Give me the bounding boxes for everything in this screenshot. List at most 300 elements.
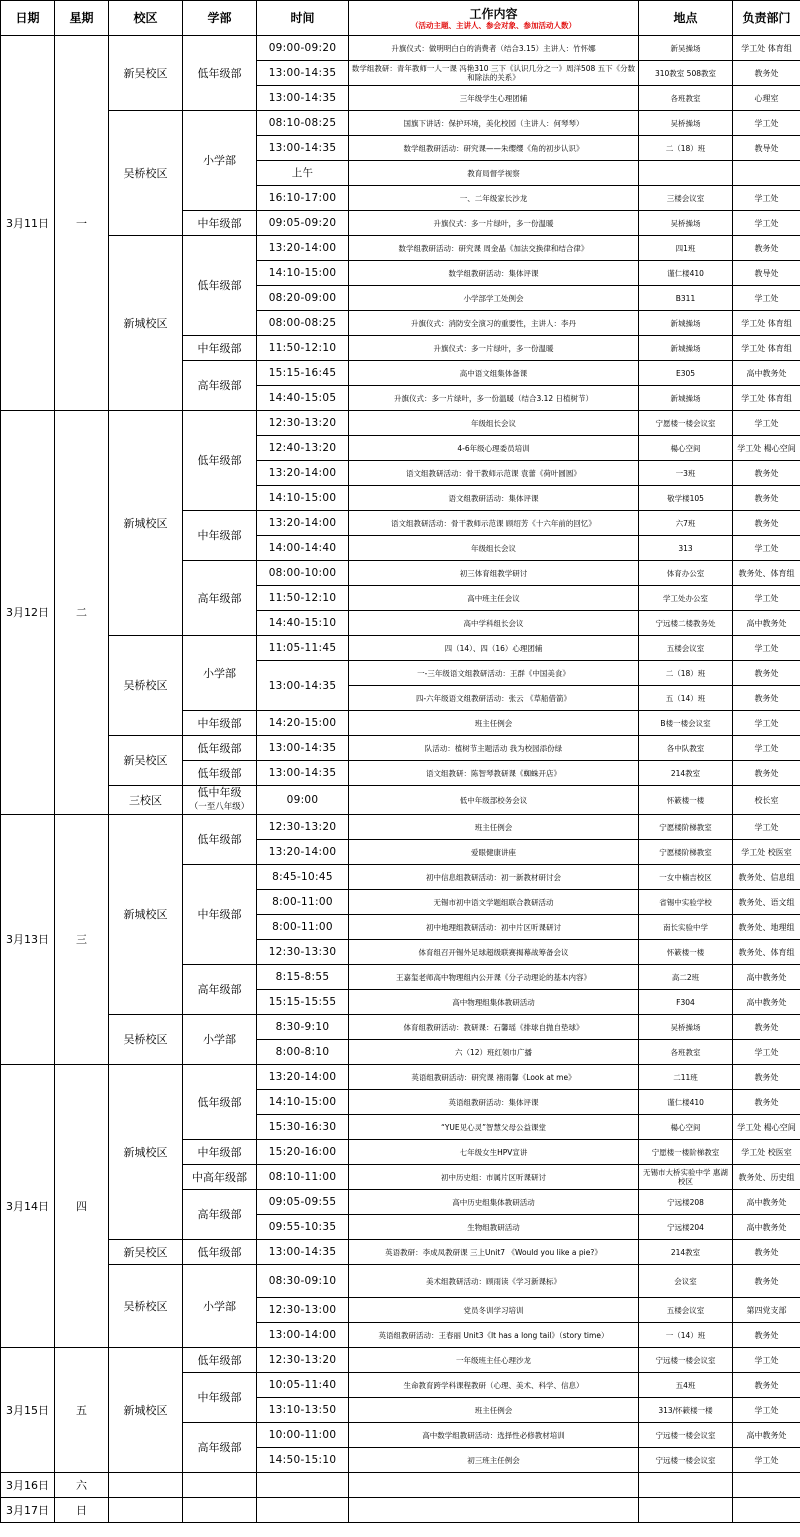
time-cell: 14:40-15:05 [257, 386, 349, 411]
time-cell: 12:30-13:20 [257, 815, 349, 840]
unit-cell: 教务处 [733, 511, 800, 536]
dept-cell [183, 636, 257, 711]
table-row [1, 736, 800, 761]
campus-cell: 新吴校区 [109, 36, 183, 111]
time-cell: 13:20-14:00 [257, 1065, 349, 1090]
weekday-cell: 二 [55, 411, 109, 815]
content-cell: 数学组教研活动：研究课 周金晶《加法交换律和结合律》 [349, 236, 639, 261]
time-cell: 13:00-14:35 [257, 761, 349, 786]
content-cell: 体育组召开锡外足球超级联赛揭幕战筹备会议 [349, 940, 639, 965]
content-cell: 七年级女生HPV宣讲 [349, 1140, 639, 1165]
dept-cell [183, 736, 257, 761]
dept-name: 中年级部 [197, 341, 242, 355]
dept-cell [183, 1165, 257, 1190]
dept-name: 中年级部 [197, 908, 242, 921]
dept-name: 中高年级部 [192, 1170, 247, 1184]
location-cell: 怀簌楼一楼 [639, 786, 733, 815]
dept-grade-range: （一至八年级） [189, 802, 250, 812]
content-cell: 党员冬训学习培训 [349, 1298, 639, 1323]
content-cell: 英语组教研活动：王春丽 Unit3《It has a long tail》（story time） [349, 1323, 639, 1348]
date-cell: 3月14日 [1, 1065, 55, 1348]
location-cell: 五（14）班 [639, 686, 733, 711]
dept-cell [183, 815, 257, 865]
content-cell: 队活动：植树节主题活动 我为校园添份绿 [349, 736, 639, 761]
content-cell: 升旗仪式：多一片绿叶，多一份温暖 [349, 336, 639, 361]
location-cell: 无锡市大桥实验中学 惠湖校区 [639, 1165, 733, 1190]
dept-name: 小学部 [203, 666, 236, 680]
content-cell: 六（12）班红领巾广播 [349, 1040, 639, 1065]
date-cell: 3月13日 [1, 815, 55, 1065]
dept-name: 高年级部 [197, 1208, 242, 1221]
header-content-title: 工作内容 [469, 6, 518, 21]
unit-cell: 教务处、信息组 [733, 865, 800, 890]
time-cell: 12:30-13:30 [257, 940, 349, 965]
dept-name: 中年级部 [197, 716, 242, 730]
empty-cell [183, 1498, 257, 1523]
unit-cell: 学工处 体育组 [733, 336, 800, 361]
dept-cell [183, 1423, 257, 1473]
content-cell: 小学部学工处例会 [349, 286, 639, 311]
weekday-cell: 三 [55, 815, 109, 1065]
unit-cell: 学工处 [733, 1398, 800, 1423]
time-cell: 09:55-10:35 [257, 1215, 349, 1240]
content-cell: 美术组教研活动：顾雨读《学习新课标》 [349, 1265, 639, 1298]
content-cell: 生命教育跨学科课程教研（心理、美术、科学、信息） [349, 1373, 639, 1398]
time-cell: 8:00-8:10 [257, 1040, 349, 1065]
time-cell: 10:00-11:00 [257, 1423, 349, 1448]
dept-cell [183, 1065, 257, 1140]
time-cell: 12:30-13:00 [257, 1298, 349, 1323]
dept-cell [183, 511, 257, 561]
table-row [1, 786, 800, 815]
dept-cell [183, 36, 257, 111]
unit-cell: 教务处 [733, 1065, 800, 1090]
location-cell: 吴桥操场 [639, 111, 733, 136]
time-cell: 09:00 [257, 786, 349, 815]
time-cell: 13:00-14:35 [257, 736, 349, 761]
unit-cell: 教务处 [733, 61, 800, 86]
table-row [1, 36, 800, 61]
empty-cell [639, 1498, 733, 1523]
unit-cell: 教导处 [733, 136, 800, 161]
location-cell: B311 [639, 286, 733, 311]
content-cell: 无锡市初中语文学题组联合教研活动 [349, 890, 639, 915]
location-cell: 新城操场 [639, 386, 733, 411]
dept-name: 中年级部 [197, 216, 242, 230]
time-cell: 12:30-13:20 [257, 411, 349, 436]
unit-cell: 学工处 [733, 1040, 800, 1065]
time-cell: 14:50-15:10 [257, 1448, 349, 1473]
table-row [1, 636, 800, 661]
location-cell: 313/怀簌楼一楼 [639, 1398, 733, 1423]
content-cell: 4-6年级心理委员培训 [349, 436, 639, 461]
location-cell: 宁远楼一楼会议室 [639, 1348, 733, 1373]
time-cell: 09:05-09:55 [257, 1190, 349, 1215]
dept-cell [183, 411, 257, 511]
location-cell: 三楼会议室 [639, 186, 733, 211]
content-cell: 国旗下讲话：保护环境，美化校园（主讲人：何琴琴） [349, 111, 639, 136]
location-cell: 宁愿楼一楼阶梯教室 [639, 1140, 733, 1165]
time-cell: 8:30-9:10 [257, 1015, 349, 1040]
time-cell: 10:05-11:40 [257, 1373, 349, 1398]
dept-name: 低年级部 [197, 1245, 242, 1259]
time-cell: 12:30-13:20 [257, 1348, 349, 1373]
unit-cell: 学工处 [733, 711, 800, 736]
unit-cell: 学工处 体育组 [733, 36, 800, 61]
location-cell: 吴桥操场 [639, 1015, 733, 1040]
location-cell: 214教室 [639, 761, 733, 786]
time-cell: 08:10-11:00 [257, 1165, 349, 1190]
unit-cell: 学工处 [733, 536, 800, 561]
unit-cell: 学工处 楊心空间 [733, 1115, 800, 1140]
location-cell: 怀簌楼一楼 [639, 940, 733, 965]
dept-cell [183, 865, 257, 965]
location-cell: 宁远楼204 [639, 1215, 733, 1240]
content-cell: 高中物理组集体教研活动 [349, 990, 639, 1015]
content-cell: 英语组教研活动：集体评课 [349, 1090, 639, 1115]
unit-cell: 高中教务处 [733, 611, 800, 636]
location-cell: B楼一楼会议室 [639, 711, 733, 736]
unit-cell: 高中教务处 [733, 1423, 800, 1448]
content-cell: 低中年级部校务会议 [349, 786, 639, 815]
unit-cell: 教务处 [733, 1265, 800, 1298]
content-cell: 年级组长会议 [349, 536, 639, 561]
table-row [1, 1240, 800, 1265]
content-cell: 初中历史组：市属片区听课研讨 [349, 1165, 639, 1190]
time-cell: 15:15-16:45 [257, 361, 349, 386]
dept-name: 小学部 [203, 1299, 236, 1313]
time-cell: 14:10-15:00 [257, 486, 349, 511]
location-cell: 谨仁楼410 [639, 261, 733, 286]
dept-cell [183, 1190, 257, 1240]
dept-cell [183, 711, 257, 736]
header-weekday: 星期 [55, 1, 109, 36]
time-cell: 16:10-17:00 [257, 186, 349, 211]
location-cell: F304 [639, 990, 733, 1015]
unit-cell: 学工处 [733, 1348, 800, 1373]
empty-cell [109, 1473, 183, 1498]
dept-cell [183, 1348, 257, 1373]
date-cell: 3月16日 [1, 1473, 55, 1498]
unit-cell: 第四党支部 [733, 1298, 800, 1323]
time-cell: 08:00-10:00 [257, 561, 349, 586]
table-row [1, 1015, 800, 1040]
unit-cell: 高中教务处 [733, 1190, 800, 1215]
dept-name: 高年级部 [197, 983, 242, 996]
content-cell: 年级组长会议 [349, 411, 639, 436]
dept-cell [183, 111, 257, 211]
time-cell: 13:00-14:35 [257, 61, 349, 86]
campus-cell: 新城校区 [109, 815, 183, 1015]
content-cell: 初中信息组教研活动：初一新教材研讨会 [349, 865, 639, 890]
time-cell: 13:00-14:35 [257, 136, 349, 161]
time-cell: 14:10-15:00 [257, 261, 349, 286]
content-cell: 数学组教研活动：研究课——朱缨缨《角的初步认识》 [349, 136, 639, 161]
time-cell: 13:20-14:00 [257, 461, 349, 486]
unit-cell: 学工处 校医室 [733, 1140, 800, 1165]
location-cell: 宁远楼一楼会议室 [639, 1448, 733, 1473]
time-cell: 13:00-14:35 [257, 661, 349, 711]
content-cell: 升旗仪式：多一片绿叶，多一份温暖（结合3.12 日植树节） [349, 386, 639, 411]
table-row [1, 1473, 800, 1498]
unit-cell: 学工处 [733, 636, 800, 661]
time-cell: 11:50-12:10 [257, 586, 349, 611]
location-cell: 一女中楠吉校区 [639, 865, 733, 890]
campus-cell: 新城校区 [109, 1065, 183, 1240]
time-cell: 13:20-14:00 [257, 511, 349, 536]
unit-cell: 学工处 [733, 111, 800, 136]
time-cell: 12:40-13:20 [257, 436, 349, 461]
time-cell: 8:00-11:00 [257, 890, 349, 915]
location-cell: 新吴操场 [639, 36, 733, 61]
location-cell: 敬学楼105 [639, 486, 733, 511]
dept-cell [183, 1015, 257, 1065]
location-cell: 谨仁楼410 [639, 1090, 733, 1115]
unit-cell: 教务处 [733, 761, 800, 786]
table-row [1, 236, 800, 261]
content-cell: 数学组教研活动：集体评课 [349, 261, 639, 286]
weekday-cell: 六 [55, 1473, 109, 1498]
dept-name: 高年级部 [197, 379, 242, 392]
content-cell: 初三体育组教学研讨 [349, 561, 639, 586]
location-cell: 学工处办公室 [639, 586, 733, 611]
unit-cell: 教务处 [733, 1373, 800, 1398]
location-cell: 二（18）班 [639, 136, 733, 161]
content-cell: 数学组教研：青年教师一人一课 冯艳310 三下《认识几分之一》周洋508 五下《分数和除法的关系》 [349, 61, 639, 86]
content-cell: 升旗仪式：做明明白白的消费者（结合3.15）主讲人：竹怀娜 [349, 36, 639, 61]
content-cell: 高中语文组集体备课 [349, 361, 639, 386]
time-cell: 11:05-11:45 [257, 636, 349, 661]
empty-cell [109, 1498, 183, 1523]
unit-cell: 教务处 [733, 1015, 800, 1040]
dept-cell [183, 211, 257, 236]
unit-cell: 学工处 楊心空间 [733, 436, 800, 461]
time-cell: 15:20-16:00 [257, 1140, 349, 1165]
empty-cell [257, 1498, 349, 1523]
content-cell: 四-六年级语文组教研活动：张云 《草船借箭》 [349, 686, 639, 711]
content-cell: 班主任例会 [349, 815, 639, 840]
content-cell: 语文组教研活动：骨干教师示范课 顾绍芳《十六年前的回忆》 [349, 511, 639, 536]
location-cell: 南长实验中学 [639, 915, 733, 940]
location-cell: 六7班 [639, 511, 733, 536]
location-cell: 宁远楼一楼会议室 [639, 1423, 733, 1448]
location-cell: 各中队教室 [639, 736, 733, 761]
time-cell: 08:00-08:25 [257, 311, 349, 336]
header-time: 时间 [257, 1, 349, 36]
content-cell: 高中数学组教研活动：选择性必修教材培训 [349, 1423, 639, 1448]
location-cell: 宁愿楼一楼会议室 [639, 411, 733, 436]
time-cell: 09:05-09:20 [257, 211, 349, 236]
content-cell: 语文组教研：陈智琴教研课《蜘蛛开店》 [349, 761, 639, 786]
dept-name: 低年级部 [197, 454, 242, 467]
unit-cell: 教务处 [733, 661, 800, 686]
time-cell: 13:10-13:50 [257, 1398, 349, 1423]
time-cell: 08:20-09:00 [257, 286, 349, 311]
time-cell: 14:00-14:40 [257, 536, 349, 561]
location-cell: 会议室 [639, 1265, 733, 1298]
header-location: 地点 [639, 1, 733, 36]
unit-cell: 高中教务处 [733, 361, 800, 386]
unit-cell: 教务处 [733, 1323, 800, 1348]
unit-cell: 心理室 [733, 86, 800, 111]
location-cell: 五楼会议室 [639, 1298, 733, 1323]
header-content-note: （活动主题、主讲人、参会对象、参加活动人数） [411, 20, 576, 30]
dept-name: 中年级部 [197, 1391, 242, 1404]
unit-cell: 校长室 [733, 786, 800, 815]
dept-name: 低年级部 [197, 66, 242, 80]
unit-cell: 学工处 [733, 286, 800, 311]
campus-cell: 新城校区 [109, 236, 183, 411]
content-cell: 三年级学生心理团辅 [349, 86, 639, 111]
unit-cell: 学工处 [733, 586, 800, 611]
unit-cell: 教务处、历史组 [733, 1165, 800, 1190]
location-cell: 310教室 508教室 [639, 61, 733, 86]
date-cell: 3月17日 [1, 1498, 55, 1523]
location-cell: 宁远楼二楼教务处 [639, 611, 733, 636]
content-cell: 一、二年级家长沙龙 [349, 186, 639, 211]
location-cell: 省锡中实验学校 [639, 890, 733, 915]
location-cell [639, 161, 733, 186]
location-cell: 四1班 [639, 236, 733, 261]
location-cell: 五楼会议室 [639, 636, 733, 661]
dept-cell [183, 761, 257, 786]
time-cell: 15:15-15:55 [257, 990, 349, 1015]
campus-cell: 吴桥校区 [109, 636, 183, 736]
content-cell: 初中地理组教研活动：初中片区听课研讨 [349, 915, 639, 940]
unit-cell: 教务处 [733, 1090, 800, 1115]
empty-cell [349, 1498, 639, 1523]
weekday-cell: 四 [55, 1065, 109, 1348]
dept-cell [183, 1240, 257, 1265]
dept-cell [183, 361, 257, 411]
content-cell: 教育局督学视察 [349, 161, 639, 186]
campus-cell: 三校区 [109, 786, 183, 815]
unit-cell: 教务处 [733, 1240, 800, 1265]
location-cell: 楊心空间 [639, 1115, 733, 1140]
content-cell: 爱眼健康讲座 [349, 840, 639, 865]
location-cell: 楊心空间 [639, 436, 733, 461]
dept-cell [183, 786, 257, 815]
location-cell: 吴桥操场 [639, 211, 733, 236]
empty-cell [733, 1498, 800, 1523]
unit-cell: 学工处 [733, 411, 800, 436]
unit-cell: 教务处、体育组 [733, 561, 800, 586]
unit-cell: 教务处、体育组 [733, 940, 800, 965]
time-cell: 09:00-09:20 [257, 36, 349, 61]
content-cell: 初三班主任例会 [349, 1448, 639, 1473]
header-date: 日期 [1, 1, 55, 36]
time-cell: 08:30-09:10 [257, 1265, 349, 1298]
location-cell: 313 [639, 536, 733, 561]
content-cell: 高中学科组长会议 [349, 611, 639, 636]
time-cell: 11:50-12:10 [257, 336, 349, 361]
location-cell: 宁远楼208 [639, 1190, 733, 1215]
unit-cell: 学工处 体育组 [733, 386, 800, 411]
content-cell: 英语教研：李成凤教研课 三上Unit7 《Would you like a pie?》 [349, 1240, 639, 1265]
dept-name: 中年级部 [197, 529, 242, 542]
time-cell: 14:20-15:00 [257, 711, 349, 736]
empty-cell [183, 1473, 257, 1498]
unit-cell: 学工处 体育组 [733, 311, 800, 336]
unit-cell: 教务处 [733, 486, 800, 511]
time-cell: 15:30-16:30 [257, 1115, 349, 1140]
dept-cell [183, 561, 257, 636]
dept-name: 低年级部 [197, 741, 242, 755]
time-cell: 8:45-10:45 [257, 865, 349, 890]
content-cell: 一-三年级语文组教研活动：王群《中国美食》 [349, 661, 639, 686]
dept-name: 高年级部 [197, 591, 242, 605]
table-row [1, 1065, 800, 1090]
location-cell: 一（14）班 [639, 1323, 733, 1348]
dept-cell [183, 236, 257, 336]
time-cell: 14:10-15:00 [257, 1090, 349, 1115]
unit-cell: 教务处 [733, 236, 800, 261]
empty-cell [349, 1473, 639, 1498]
content-cell: “YUE见心灵”智慧父母公益课堂 [349, 1115, 639, 1140]
time-cell: 13:20-14:00 [257, 236, 349, 261]
campus-cell: 新城校区 [109, 1348, 183, 1473]
campus-cell: 吴桥校区 [109, 1265, 183, 1348]
dept-name: 高年级部 [197, 1441, 242, 1454]
dept-cell [183, 1265, 257, 1348]
location-cell: 五4班 [639, 1373, 733, 1398]
date-cell: 3月12日 [1, 411, 55, 815]
dept-name: 低年级部 [197, 1353, 242, 1367]
time-cell: 14:40-15:10 [257, 611, 349, 636]
location-cell: 二11班 [639, 1065, 733, 1090]
header-content [349, 1, 639, 36]
time-cell: 8:00-11:00 [257, 915, 349, 940]
dept-name: 低年级部 [197, 279, 242, 292]
campus-cell: 新城校区 [109, 411, 183, 636]
unit-cell: 教导处 [733, 261, 800, 286]
campus-cell: 吴桥校区 [109, 111, 183, 236]
dept-name: 低年级部 [197, 833, 242, 846]
campus-cell: 吴桥校区 [109, 1015, 183, 1065]
time-cell: 13:00-14:35 [257, 1240, 349, 1265]
table-row [1, 1265, 800, 1298]
empty-cell [733, 1473, 800, 1498]
date-cell: 3月11日 [1, 36, 55, 411]
content-cell: 英语组教研活动：研究课 褚雨馨《Look at me》 [349, 1065, 639, 1090]
unit-cell: 高中教务处 [733, 1215, 800, 1240]
table-row [1, 815, 800, 840]
table-row [1, 1348, 800, 1373]
header-dept: 学部 [183, 1, 257, 36]
unit-cell: 教务处 [733, 686, 800, 711]
header-unit: 负责部门 [733, 1, 800, 36]
unit-cell: 学工处 [733, 186, 800, 211]
unit-cell: 学工处 [733, 736, 800, 761]
dept-name: 低年级部 [197, 1095, 242, 1109]
unit-cell [733, 161, 800, 186]
location-cell: E305 [639, 361, 733, 386]
content-cell: 升旗仪式：消防安全演习的重要性，主讲人：李丹 [349, 311, 639, 336]
unit-cell: 学工处 [733, 815, 800, 840]
unit-cell: 学工处 校医室 [733, 840, 800, 865]
location-cell: 高二2班 [639, 965, 733, 990]
time-cell: 13:20-14:00 [257, 840, 349, 865]
empty-cell [257, 1473, 349, 1498]
content-cell: 生物组教研活动 [349, 1215, 639, 1240]
time-cell: 上午 [257, 161, 349, 186]
unit-cell: 学工处 [733, 211, 800, 236]
dept-name: 小学部 [203, 154, 236, 167]
dept-cell [183, 1373, 257, 1423]
location-cell: 体育办公室 [639, 561, 733, 586]
empty-cell [639, 1473, 733, 1498]
content-cell: 四（14）、四（16）心理团辅 [349, 636, 639, 661]
